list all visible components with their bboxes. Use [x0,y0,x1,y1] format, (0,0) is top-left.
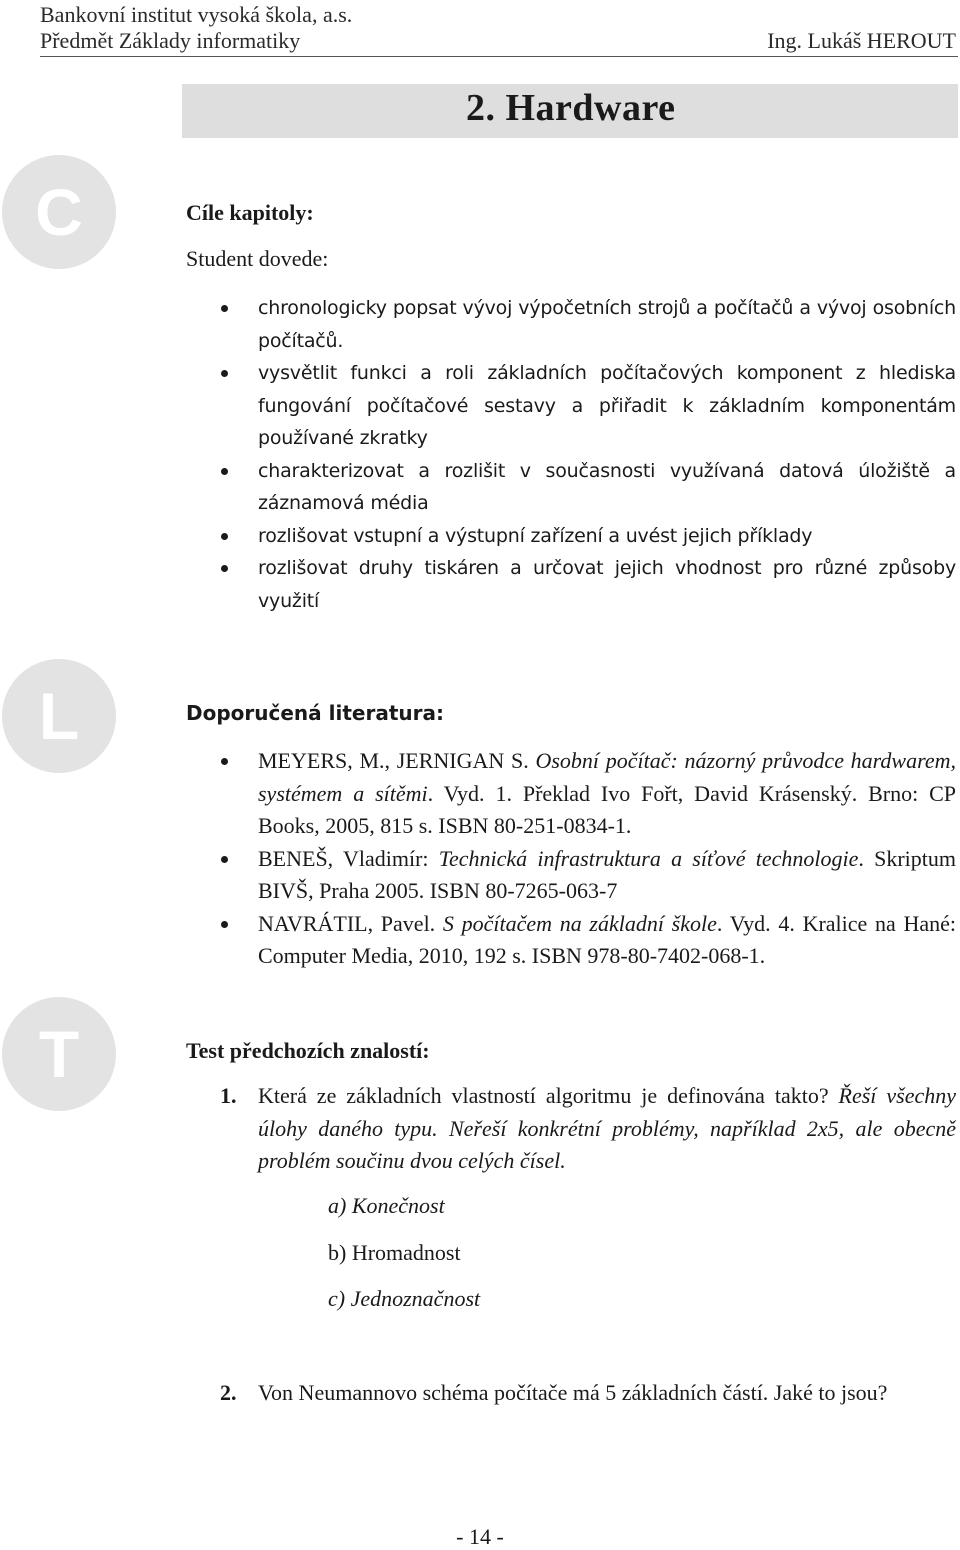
question-1-option-b: b) Hromadnost [328,1240,461,1265]
header-institution: Bankovní institut vysoká škola, a.s. [40,2,353,27]
header-author: Ing. Lukáš HEROUT [767,28,956,53]
literature-item-details: . Vyd. 4. Kralice na Hané: Computer Media, 2010, 192 s. ISBN 978-80-7402-068-1. [258,910,957,968]
test-heading: Test předchozích znalostí: [186,1038,430,1063]
chapter-title: 2. Hardware [466,87,676,129]
literature-item-details: . Skriptum BIVŠ, Praha 2005. ISBN 80-7265-063-7 [258,845,956,903]
goal-item: rozlišovat vstupní a výstupní zařízení a uvést jejich příklady [220,520,956,553]
literature-item-title: Technická infrastruktura a síťové technologie [438,845,859,871]
page-number: - 14 - [456,1524,504,1549]
header-subject: Předmět Základy informatiky [40,28,301,53]
literature-item-title: Osobní počítač: názorný průvodce hardwarem, systémem a sítěmi [258,748,956,806]
literature-item [220,843,956,908]
question-2-number: 2. [220,1380,237,1405]
question-2 [220,1377,956,1410]
literature-list [220,745,956,973]
goal-item: charakterizovat a rozlišit v současnosti využívaná datová úložiště a záznamová média [220,455,956,520]
literature-badge-icon: L [2,659,116,773]
question-1-option-c: c) Jednoznačnost [328,1286,481,1311]
goals-heading: Cíle kapitoly: [186,200,314,225]
goal-item: vysvětlit funkci a roli základních počítačových komponent z hlediska fungování počítačové sestavy a přiřadit k základním komponentám používané zkratky [220,357,956,455]
goal-item: chronologicky popsat vývoj výpočetních strojů a počítačů a vývoj osobních počítačů. [220,292,956,357]
literature-item-details: . Vyd. 1. Překlad Ivo Fořt, David Krásenský. Brno: CP Books, 2005, 815 s. ISBN 80-251-0834-1. [258,780,956,838]
literature-heading: Doporučená literatura: [186,701,444,725]
test-badge-icon: T [2,997,116,1111]
question-1-number: 1. [220,1083,237,1108]
goals-list [220,292,956,617]
question-1-option-a: a) Konečnost [328,1193,445,1218]
literature-item [220,908,956,973]
question-1 [220,1080,956,1178]
question-1-text: Která ze základních vlastností algoritmu je definována takto? [258,1083,839,1108]
question-1-definition: Řeší všechny úlohy daného typu. Neřeší konkrétní problémy, například 2x5, ale obecně problém součinu dvou celých čísel. [258,1083,956,1173]
goals-badge-icon: C [2,155,116,269]
header-rule [40,56,958,57]
literature-item [220,745,956,843]
literature-item-authors: NAVRÁTIL, Pavel. [258,910,443,936]
literature-item-authors: MEYERS, M., JERNIGAN S. [258,748,536,773]
literature-item-title: S počítačem na základní škole [442,910,717,936]
goal-item: rozlišovat druhy tiskáren a určovat jejich vhodnost pro různé způsoby využití [220,552,956,617]
question-2-text: Von Neumannovo schéma počítače má 5 základních částí. Jaké to jsou? [258,1380,888,1405]
literature-item-authors: BENEŠ, Vladimír: [258,845,439,871]
goals-intro: Student dovede: [186,246,329,271]
